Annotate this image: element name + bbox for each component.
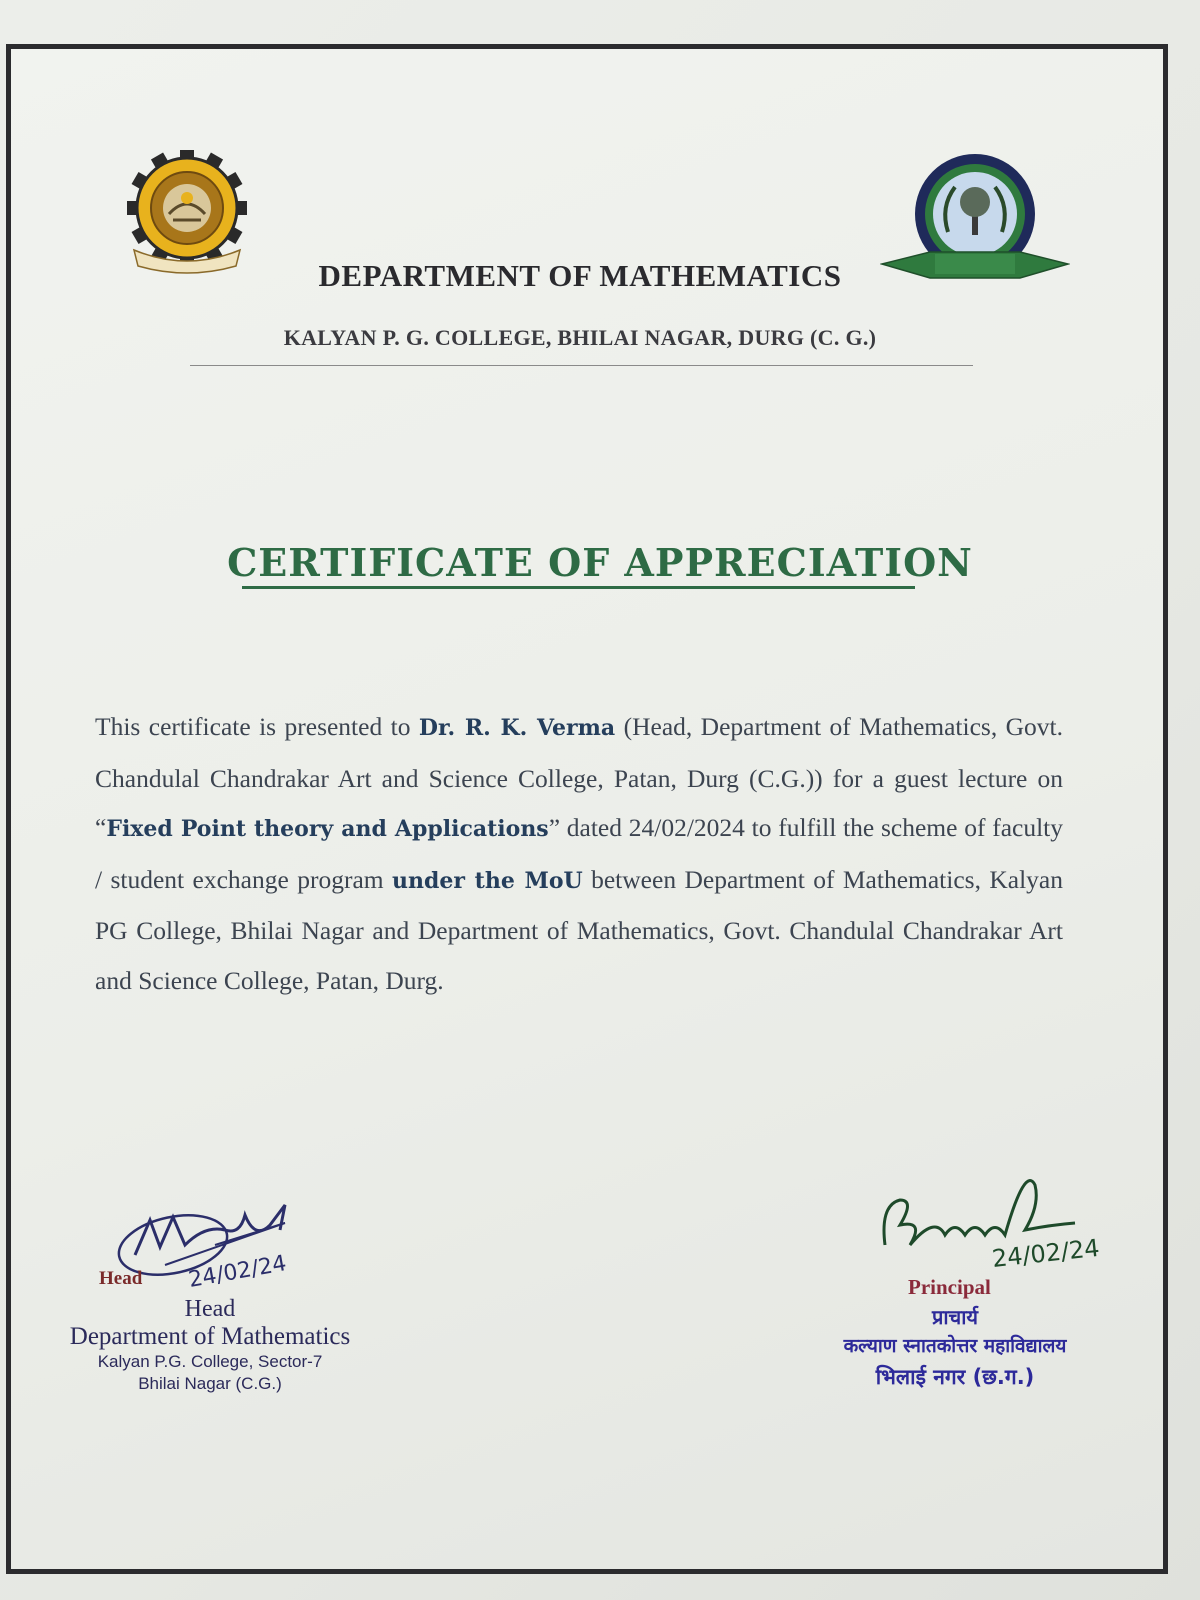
stamp-line: भिलाई नगर (छ.ग.): [875, 1365, 1035, 1389]
certificate-title: CERTIFICATE OF APPRECIATION: [227, 540, 973, 585]
body-text-part: between Department of Mathematics, Kalyan PG College, Bhilai Nagar and Department of Mathematics, Govt. Chandulal Chandrakar Art and Science College, Patan, Durg.: [95, 864, 1064, 995]
certificate-body: [95, 702, 1063, 1005]
principal-stamp: [805, 1303, 1105, 1393]
stamp-line: कल्याण स्नातकोत्तर महाविद्यालय: [843, 1335, 1067, 1357]
head-department-stamp: [30, 1295, 390, 1395]
lecture-topic: Fixed Point theory and Applications: [106, 816, 549, 842]
principal-label: Principal: [908, 1275, 991, 1299]
body-text-part: (Head, Department of Mathematics, Govt. Chandulal Chandrakar Art and Science College, Patan, Durg (C.G.)) for a guest lecture on “: [95, 712, 1064, 842]
stamp-line: Kalyan P.G. College, Sector-7: [97, 1352, 323, 1371]
principal-signature-date: 24/02/24: [990, 1233, 1101, 1273]
college-subtitle: KALYAN P. G. COLLEGE, BHILAI NAGAR, DURG (C. G.): [283, 325, 877, 350]
body-text-part: ” dated 24/02/2024 to fulfill the scheme of faculty / student exchange program: [95, 813, 1063, 894]
stamp-line: Department of Mathematics: [69, 1323, 351, 1350]
department-title: DEPARTMENT OF MATHEMATICS: [318, 258, 842, 293]
head-label: Head: [99, 1268, 143, 1289]
mou-phrase: under the MoU: [392, 867, 583, 894]
body-text-part: This certificate is presented to: [95, 712, 419, 741]
recipient-name: Dr. R. K. Verma: [418, 715, 616, 741]
stamp-line: Bhilai Nagar (C.G.): [138, 1374, 282, 1393]
certificate-title-underline: [242, 586, 915, 589]
head-signature-date: 24/02/24: [186, 1251, 289, 1293]
stamp-line: Head: [184, 1296, 236, 1322]
header-divider: [190, 365, 973, 366]
stamp-line: प्राचार्य: [931, 1305, 979, 1329]
